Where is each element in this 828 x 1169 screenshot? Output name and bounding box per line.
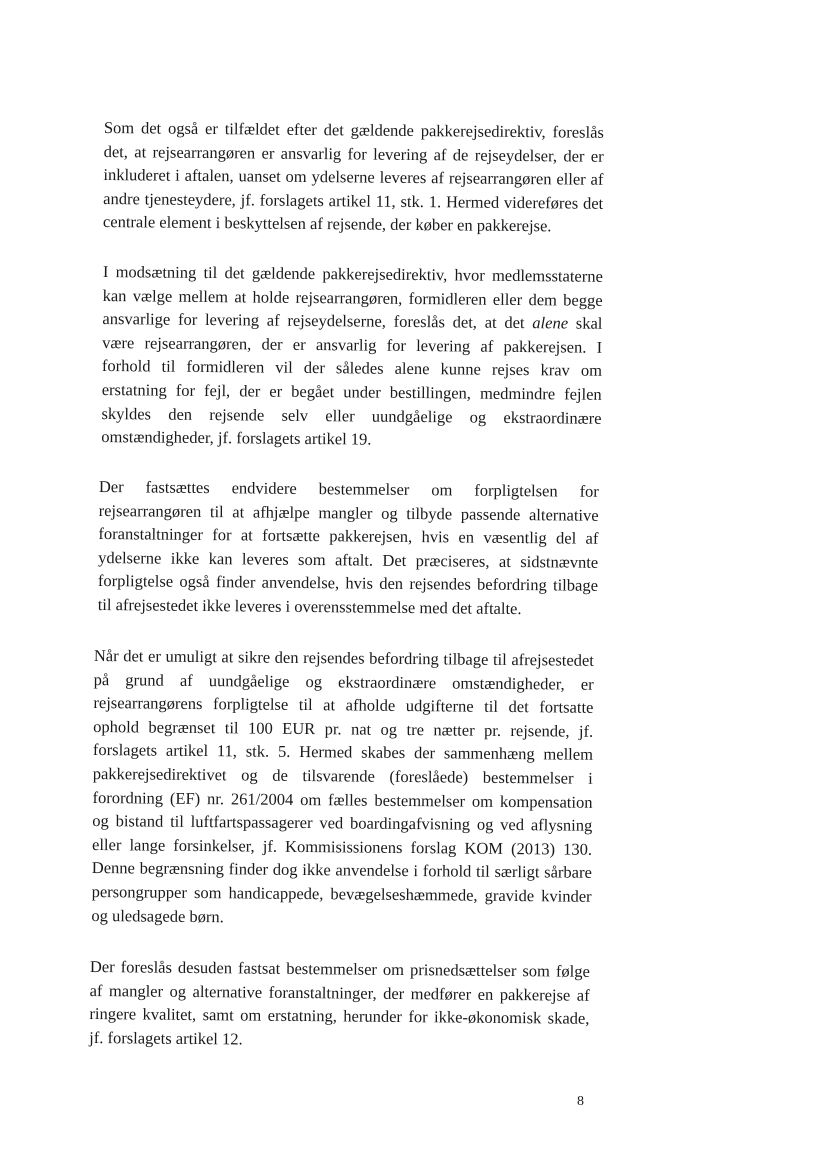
text-line: forslagets artikel 11, stk. 5. Hermed skabes der sammenhæng mellem <box>92 740 594 765</box>
page-number: 8 <box>577 1094 584 1109</box>
text-line: rejsearrangørens forpligtelse til at afholde udgifterne til det fortsatte <box>93 693 594 717</box>
text-line: Der fastsættes endvidere bestemmelser om forpligtelsen for <box>98 476 599 501</box>
text-line: til afrejsestedet ikke leveres i overensstemmelse med det aftalte. <box>97 594 522 619</box>
text-line: det, at rejsearrangøren er ansvarlig for levering af de rejseydelser, der er <box>103 141 604 166</box>
text-line: på grund af uundgåelige og ekstraordinære omstændigheder, er <box>93 669 594 694</box>
text-line: ophold begrænset til 100 EUR pr. nat og tre nætter pr. rejsende, jf. <box>93 716 594 741</box>
paragraph-2 <box>101 260 603 454</box>
text-line: rejsearrangøren til at afhjælpe mangler og tilbyde passende alternative <box>98 500 599 525</box>
text-line: omstændigheder, jf. forslagets artikel 19. <box>101 427 372 449</box>
text-line: I modsætning til det gældende pakkerejsedirektiv, hvor medlemsstaterne <box>102 261 603 286</box>
text-line: forpligtelse også finder anvendelse, hvis den rejsendes befordring tilbage <box>97 571 599 596</box>
emphasis-word: alene <box>532 313 569 333</box>
text-line: og bistand til luftfartspassagerer ved boardingafvisning og ved aflysning <box>92 811 593 835</box>
text-line: Der foreslås desuden fastsat bestemmelser om prisnedsættelser som følge <box>89 956 590 981</box>
text-line: ringere kvalitet, samt om erstatning, herunder for ikke-økonomisk skade, <box>89 1004 590 1028</box>
text-line: andre tjenesteydere, jf. forslagets artikel 11, stk. 1. Hermed videreføres det <box>103 188 604 213</box>
text-line: pakkerejsedirektivet og de tilsvarende (foreslåede) bestemmelser i <box>92 763 593 788</box>
text-line: forordning (EF) nr. 261/2004 om fælles bestemmelser om kompensation <box>92 787 593 812</box>
paragraph-4 <box>91 644 594 932</box>
paragraph-5 <box>89 955 590 1054</box>
text-line: persongrupper som handicappede, bevægelseshæmmede, gravide kvinder <box>91 881 592 906</box>
text-line: Når det er umuligt at sikre den rejsendes befordring tilbage til afrejsestedet <box>93 645 594 670</box>
text-line: forhold til formidleren vil der således alene kunne rejses krav om <box>101 356 603 381</box>
paragraph-1 <box>103 116 604 239</box>
text-line: erstatning for fejl, der er begået under bestillingen, medmindre fejlen <box>101 379 602 404</box>
text-fragment: ansvarlige for levering af rejseydelserne, foreslås det, at det <box>102 309 525 333</box>
text-fragment: skal <box>575 313 603 333</box>
text-line: være rejsearrangøren, der er ansvarlig for levering af pakkerejsen. I <box>102 332 603 357</box>
text-line: foranstaltninger for at fortsætte pakkerejsen, hvis en væsentlig del af <box>98 524 599 548</box>
text-line: skyldes den rejsende selv eller uundgåelige og ekstraordinære <box>101 403 602 428</box>
text-line: ydelserne ikke kan leveres som aftalt. Det præciseres, at sidstnævnte <box>98 547 599 572</box>
text-line: inkluderet i aftalen, uanset om ydelserne leveres af rejsearrangøren eller af <box>103 165 604 189</box>
text-line: Som det også er tilfældet efter det gældende pakkerejsedirektiv, foreslås <box>103 117 604 142</box>
text-line: kan vælge mellem at holde rejsearrangøren, formidleren eller dem begge <box>102 285 603 310</box>
text-line: centrale element i beskyttelsen af rejsende, der køber en pakkerejse. <box>102 212 552 236</box>
text-line: Denne begrænsning finder dog ikke anvendelse i forhold til særligt sårbare <box>91 858 592 883</box>
text-line: eller lange forsinkelser, jf. Kommisissionens forslag KOM (2013) 130. <box>91 834 593 859</box>
text-line: af mangler og alternative foranstaltninger, der medfører en pakkerejse af <box>89 980 590 1005</box>
text-line: jf. forslagets artikel 12. <box>89 1027 243 1049</box>
paragraph-3 <box>98 475 599 621</box>
text-line: og uledsagede børn. <box>91 905 224 926</box>
